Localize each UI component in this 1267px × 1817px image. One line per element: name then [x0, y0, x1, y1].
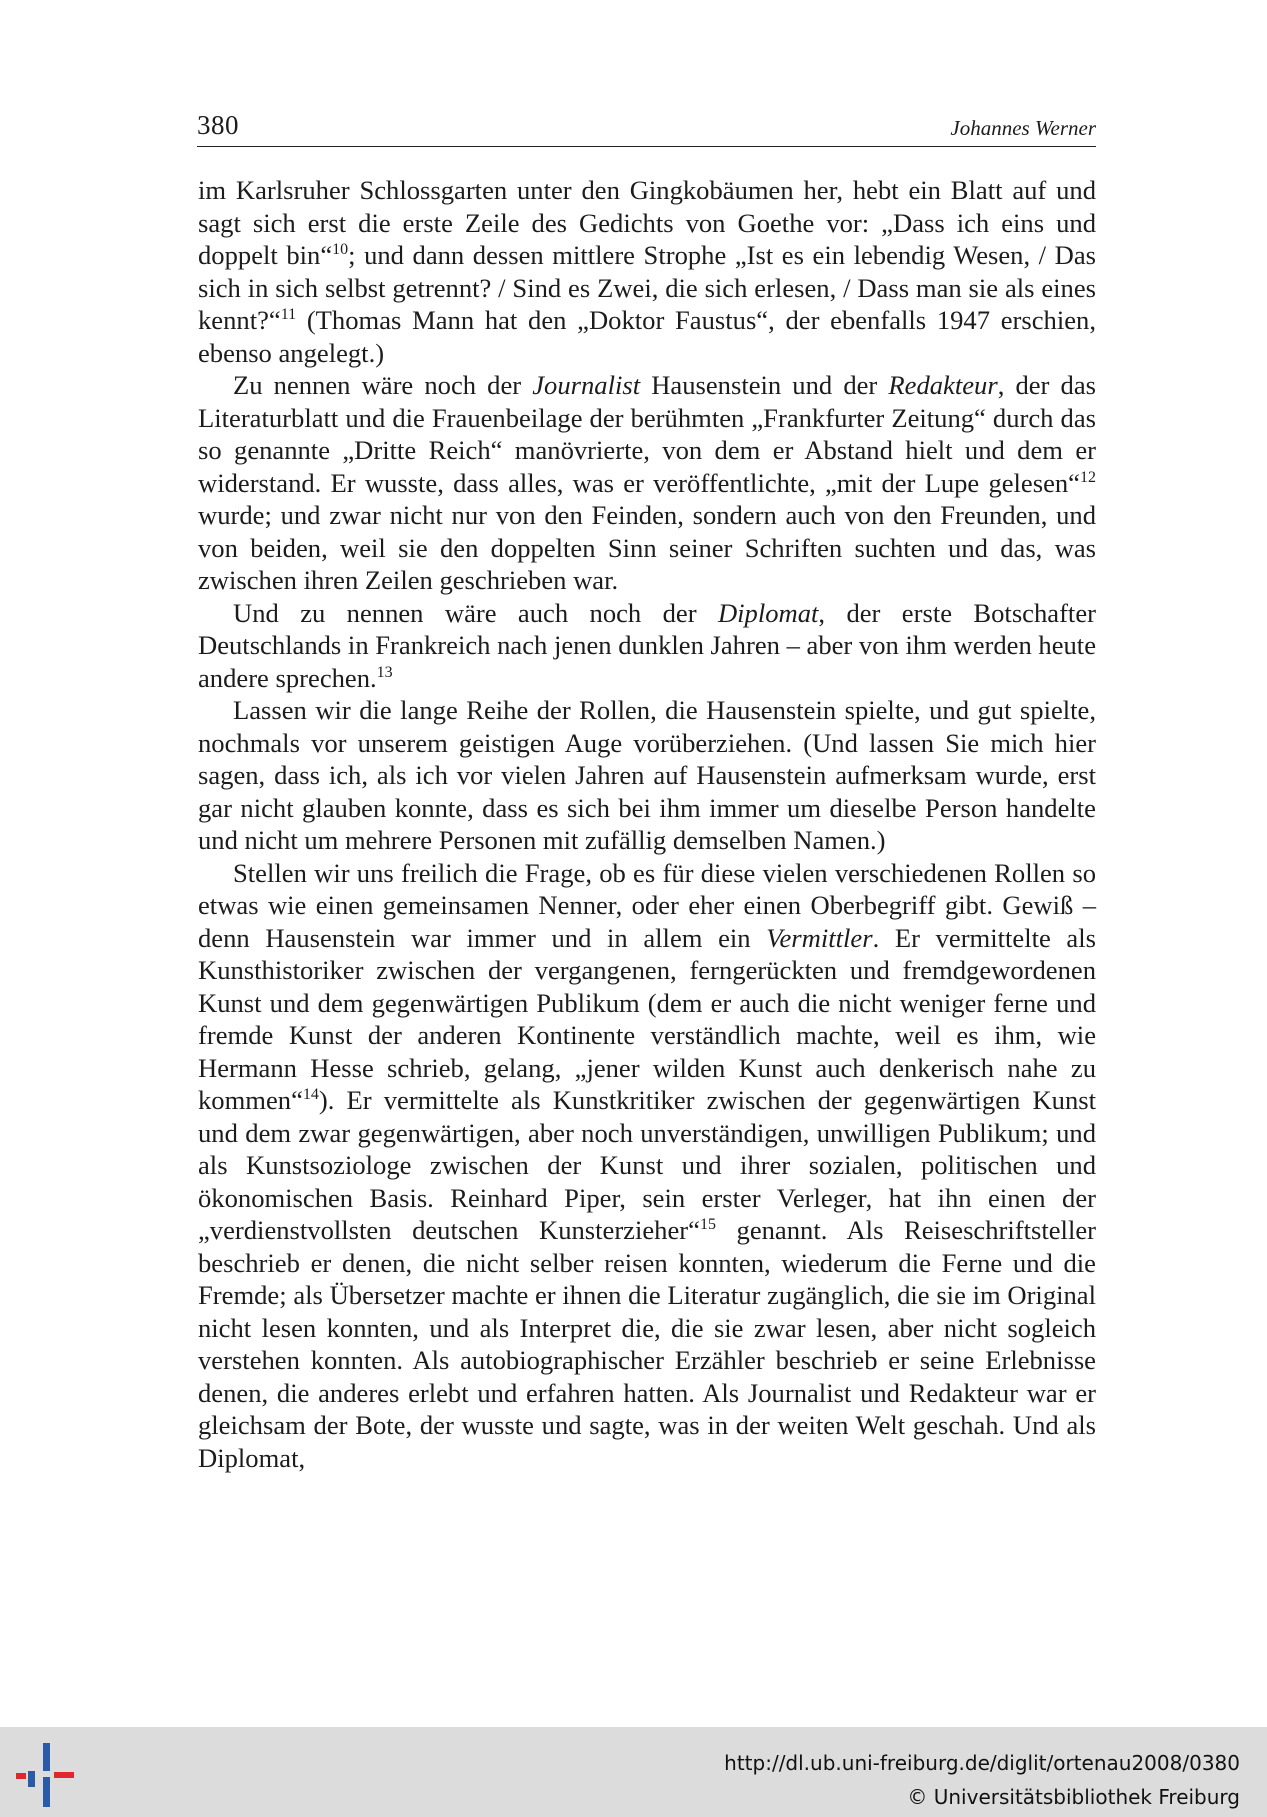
text-run: Zu nennen wäre noch der	[233, 370, 533, 400]
footnote-marker: 13	[376, 663, 393, 681]
body-text	[198, 174, 1096, 1474]
running-head: Johannes Werner	[950, 116, 1096, 140]
footnote-marker: 11	[280, 306, 297, 323]
ub-freiburg-logo-icon	[16, 1743, 80, 1807]
text-run: Stellen wir uns freilich die Frage, ob es für diese vielen verschiedenen Rollen so etwas wie einen gemeinsamen Nenner, oder eher einen Oberbegriff gibt. Gewiß – denn Hausenstein war immer und in allem ein	[198, 857, 1096, 953]
emphasized-term: Journalist	[532, 370, 641, 400]
text-run: Lassen wir die lange Reihe der Rollen, die Hausenstein spielte, und gut spielte, nochmals vor unserem geistigen Auge vorüberziehen. (Und lassen Sie mich hier sagen, dass ich, als ich vor vielen Jahren auf Hausenstein aufmerksam wurde, erst gar nicht glauben konnte, dass es sich bei ihm immer um dieselbe Person handelte und nicht um mehrere Personen mit zufällig demselben Namen.)	[198, 695, 1096, 855]
emphasized-term: Redakteur	[888, 370, 998, 400]
body-paragraph	[198, 694, 1096, 857]
footnote-marker: 10	[332, 241, 349, 258]
emphasized-term: Diplomat	[717, 597, 819, 628]
text-run: genannt. Als Reiseschriftsteller beschrieb er denen, die nicht selber reisen konnten, wiederum die Ferne und die Fremde; als Übersetzer machte er ihnen die Literatur zugänglich, die sie im Original nicht lesen konnten, und als Interpret die, die sie zwar lesen, aber nicht sogleich verstehen konnten. Als autobiographischer Erzähler beschrieb er seine Erlebnisse denen, die anderes erlebt und erfahren hatten. Als Journalist und Redakteur war er gleichsam der Bote, der wusste und sagte, was in der weiten Welt geschah. Und als Diplomat,	[198, 1215, 1096, 1473]
body-paragraph	[198, 857, 1096, 1475]
text-run: (Thomas Mann hat den „Doktor Faustus“, der ebenfalls 1947 erschien, ebenso angelegt.)	[198, 305, 1096, 368]
footer-copyright: © Universitätsbibliothek Freiburg	[907, 1785, 1240, 1809]
page-header	[197, 104, 1096, 147]
text-run: Hausenstein und der	[640, 370, 889, 400]
footer-bar	[0, 1727, 1267, 1817]
text-run: ; und dann dessen mittlere Strophe „Ist es ein lebendig Wesen, / Das sich in sich selbst getrennt? / Sind es Zwei, die sich erlesen, / Dass man sie als eines kennt?“	[198, 240, 1096, 335]
footnote-marker: 15	[699, 1216, 716, 1233]
text-run: , der erste Botschafter Deutschlands in Frankreich nach jenen dunklen Jahren – aber von ihm werden heute andere sprechen.	[198, 597, 1096, 693]
body-paragraph	[198, 369, 1096, 597]
page-number: 380	[197, 110, 239, 140]
text-run: , der das Literaturblatt und die Frauenbeilage der berühmten „Frankfurter Zeitung“ durch das so genannte „Dritte Reich“ manövrierte, von dem er Abstand hielt und dem er widerstand. Er wusste, dass alles, was er veröffentlichte, „mit der Lupe gelesen“	[198, 370, 1096, 498]
text-run: Und zu nennen wäre auch noch der	[233, 597, 718, 628]
emphasized-term: Vermittler	[766, 922, 873, 953]
text-run: . Er vermittelte als Kunsthistoriker zwischen der vergangenen, ferngerückten und fremdgewordenen Kunst und dem gegenwärtigen Publikum (dem er auch die nicht weniger ferne und fremde Kunst der anderen Kontinente verständlich machte, weil es ihm, wie Hermann Hesse schrieb, gelang, „jener wilden Kunst auch denkerisch nahe zu kommen“	[198, 922, 1096, 1115]
text-run: im Karlsruher Schlossgarten unter den Gingkobäumen her, hebt ein Blatt auf und sagt sich erst die erste Zeile des Gedichts von Goethe vor: „Dass ich eins und doppelt bin“	[198, 175, 1096, 270]
footer-url[interactable]: http://dl.ub.uni-freiburg.de/diglit/ortenau2008/0380	[724, 1751, 1240, 1775]
footnote-marker: 12	[1080, 468, 1096, 486]
text-run: ). Er vermittelte als Kunstkritiker zwischen der gegenwärtigen Kunst und dem zwar gegenwärtigen, aber noch unverständigen, unwilligen Publikum; und als Kunstsoziologe zwischen der Kunst und ihrer sozialen, politischen und ökonomischen Basis. Reinhard Piper, sein erster Verleger, hat ihn einen der „verdienstvollsten deutschen Kunsterzieher“	[198, 1085, 1096, 1245]
footnote-marker: 14	[302, 1086, 319, 1103]
text-run: wurde; und zwar nicht nur von den Feinden, sondern auch von den Freunden, und von beiden, weil sie den doppelten Sinn seiner Schriften suchten und das, was zwischen ihren Zeilen geschrieben war.	[198, 500, 1096, 595]
body-paragraph	[198, 174, 1096, 369]
body-paragraph	[198, 597, 1096, 695]
